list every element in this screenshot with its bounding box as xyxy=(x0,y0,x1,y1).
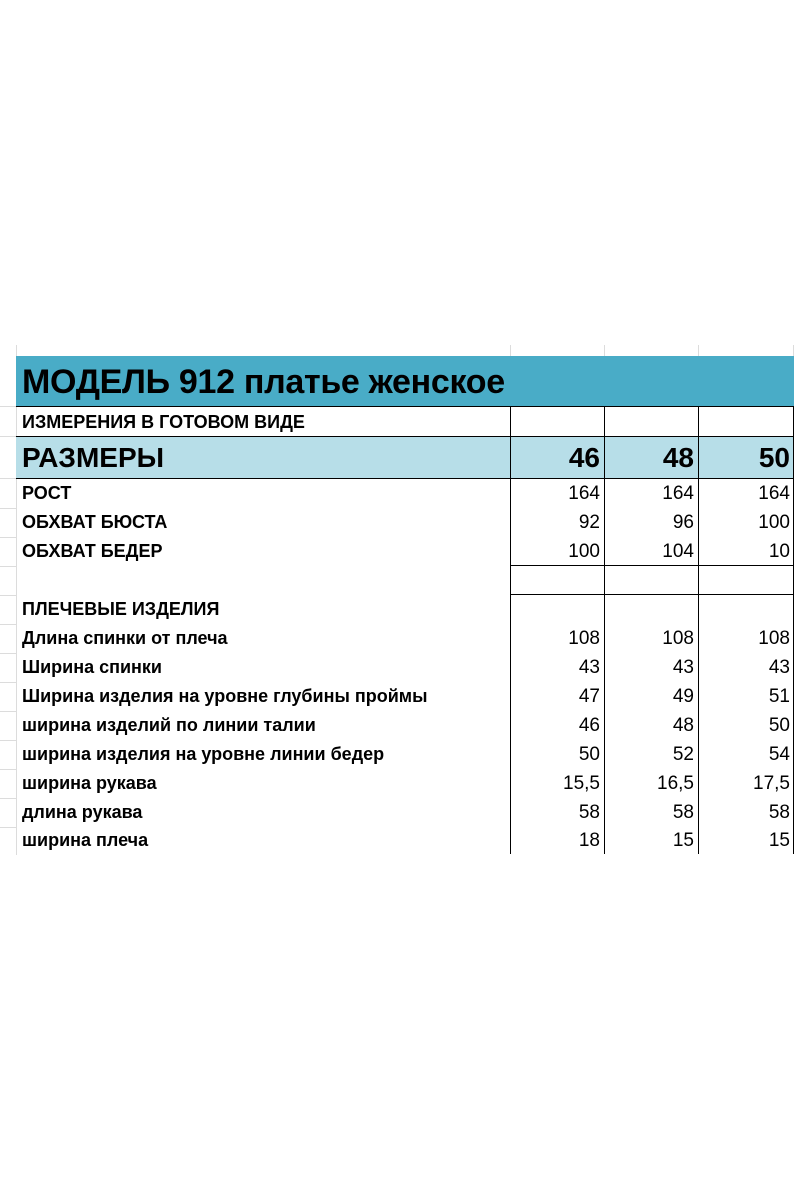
cell-value: 43 xyxy=(672,657,694,678)
size-50: 50 xyxy=(758,442,790,473)
table-row xyxy=(0,624,800,653)
table-row xyxy=(0,508,800,537)
cell-value: 108 xyxy=(568,628,600,649)
table-row xyxy=(0,740,800,769)
table-border xyxy=(510,594,794,595)
row-header-gridline xyxy=(0,827,16,828)
row-header-gridline xyxy=(0,595,16,596)
row-header-gridline xyxy=(0,537,16,538)
table-row xyxy=(0,595,800,624)
column-border xyxy=(604,406,605,854)
cell-value: 52 xyxy=(672,744,694,765)
row-label: ширина плеча xyxy=(22,830,149,850)
cell-value: 100 xyxy=(758,512,790,533)
cell-value: 164 xyxy=(568,483,600,504)
column-border xyxy=(510,406,511,854)
cell-value: 43 xyxy=(768,657,790,678)
row-label: ОБХВАТ БЮСТА xyxy=(22,512,168,532)
cell-value: 96 xyxy=(672,512,694,533)
row-header-gridline xyxy=(0,406,16,407)
cell-value: 46 xyxy=(578,715,600,736)
row-header-gridline xyxy=(0,740,16,741)
cell-value: 47 xyxy=(578,686,600,707)
cell-value: 50 xyxy=(768,715,790,736)
cell-value: 100 xyxy=(568,541,600,562)
column-border xyxy=(793,406,794,854)
subtitle: ИЗМЕРЕНИЯ В ГОТОВОМ ВИДЕ xyxy=(22,412,305,432)
row-label: Ширина спинки xyxy=(22,657,162,677)
table-border xyxy=(16,436,794,437)
cell-value: 164 xyxy=(758,483,790,504)
row-header-gridline xyxy=(0,566,16,567)
cell-value: 58 xyxy=(672,802,694,823)
table-row xyxy=(0,682,800,711)
cell-value: 49 xyxy=(672,686,694,707)
table-row xyxy=(0,566,800,595)
table-row xyxy=(0,479,800,508)
table-row xyxy=(0,711,800,740)
cell-value: 43 xyxy=(578,657,600,678)
row-header-gridline xyxy=(0,769,16,770)
table-row xyxy=(0,653,800,682)
row-header-gridline xyxy=(0,653,16,654)
cell-value: 58 xyxy=(768,802,790,823)
row-header-gridline xyxy=(0,711,16,712)
section-label: ПЛЕЧЕВЫЕ ИЗДЕЛИЯ xyxy=(22,599,220,619)
table-row xyxy=(0,769,800,798)
row-label: ширина рукава xyxy=(22,773,157,793)
cell-value: 104 xyxy=(662,541,694,562)
row-header-gridline xyxy=(0,624,16,625)
cell-value: 48 xyxy=(672,715,694,736)
cell-value: 17,5 xyxy=(753,773,790,794)
table-border xyxy=(16,406,794,407)
cell-value: 108 xyxy=(758,628,790,649)
cell-value: 16,5 xyxy=(657,773,694,794)
cell-value: 54 xyxy=(768,744,790,765)
cell-value: 15 xyxy=(672,830,694,851)
cell-value: 108 xyxy=(662,628,694,649)
model-title: МОДЕЛЬ 912 платье женское xyxy=(22,363,505,401)
table-row xyxy=(0,827,800,854)
table-row xyxy=(0,537,800,566)
cell-value: 15,5 xyxy=(563,773,600,794)
cell-value: 10 xyxy=(768,541,790,562)
row-label: ОБХВАТ БЕДЕР xyxy=(22,541,163,561)
table-row xyxy=(0,798,800,827)
table-border xyxy=(16,478,794,479)
cell-value: 18 xyxy=(578,830,600,851)
row-header-gridline xyxy=(0,478,16,479)
column-border xyxy=(698,406,699,854)
row-label: Длина спинки от плеча xyxy=(22,628,228,648)
row-header-gridline xyxy=(0,682,16,683)
row-label: длина рукава xyxy=(22,802,143,822)
row-label: РОСТ xyxy=(22,483,72,503)
cell-value: 92 xyxy=(578,512,600,533)
cell-value: 50 xyxy=(578,744,600,765)
row-label: ширина изделия на уровне линии бедер xyxy=(22,744,385,764)
cell-value: 164 xyxy=(662,483,694,504)
row-header-gridline xyxy=(0,508,16,509)
row-label: Ширина изделия на уровне глубины проймы xyxy=(22,686,428,706)
table-border xyxy=(510,565,794,566)
row-label: ширина изделий по линии талии xyxy=(22,715,316,735)
row-header-gridline xyxy=(0,436,16,437)
cell-value: 51 xyxy=(768,686,790,707)
row-header-gridline xyxy=(0,798,16,799)
cell-value: 58 xyxy=(578,802,600,823)
size-46: 46 xyxy=(568,442,600,473)
sizes-label: РАЗМЕРЫ xyxy=(22,442,165,473)
title-band xyxy=(16,356,794,406)
cell-value: 15 xyxy=(768,830,790,851)
size-48: 48 xyxy=(662,442,694,473)
